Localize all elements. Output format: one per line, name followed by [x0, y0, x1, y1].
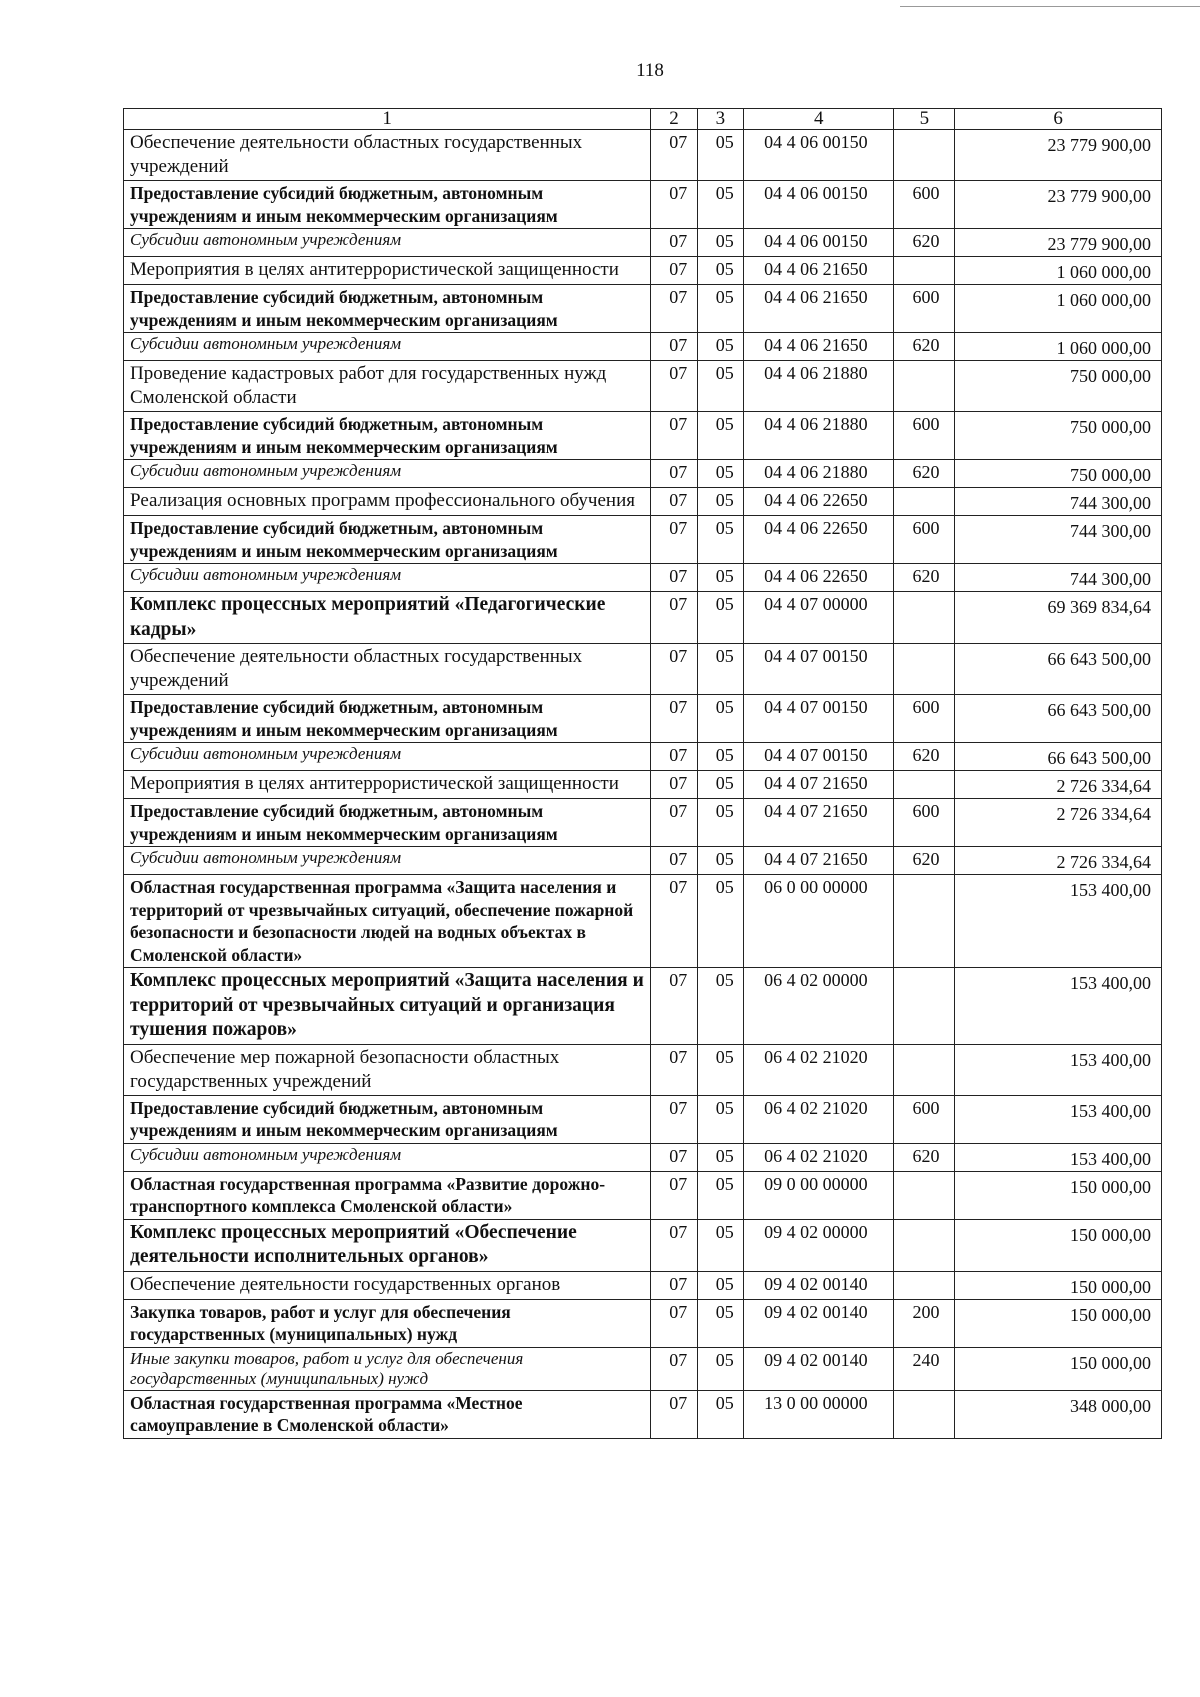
- cell-subsection: 05: [697, 1219, 743, 1271]
- cell-subsection: 05: [697, 592, 743, 644]
- cell-name: Комплекс процессных мероприятий «Защита населения и территорий от чрезвычайных ситуаций и организация тушения пожаров»: [124, 968, 651, 1045]
- cell-section: 07: [651, 847, 697, 875]
- cell-name: Предоставление субсидий бюджетным, автономным учреждениям и иным некоммерческим организациям: [124, 799, 651, 847]
- cell-subsection: 05: [697, 799, 743, 847]
- cell-amount: 744 300,00: [955, 488, 1162, 516]
- table-row: [124, 1044, 1162, 1095]
- cell-expense-type: 200: [894, 1299, 955, 1347]
- cell-expense-type: 620: [894, 564, 955, 592]
- cell-section: 07: [651, 564, 697, 592]
- cell-subsection: 05: [697, 130, 743, 181]
- cell-section: 07: [651, 460, 697, 488]
- table-body: [124, 130, 1162, 1439]
- cell-section: 07: [651, 333, 697, 361]
- cell-target-article: 04 4 06 00150: [744, 130, 894, 181]
- cell-target-article: 04 4 06 21880: [744, 412, 894, 460]
- table-row: [124, 644, 1162, 695]
- cell-name: Проведение кадастровых работ для государственных нужд Смоленской области: [124, 361, 651, 412]
- table-row: [124, 130, 1162, 181]
- cell-subsection: 05: [697, 644, 743, 695]
- cell-subsection: 05: [697, 743, 743, 771]
- table-row: [124, 743, 1162, 771]
- cell-name: Субсидии автономным учреждениям: [124, 847, 651, 875]
- cell-name: Иные закупки товаров, работ и услуг для обеспечения государственных (муниципальных) нужд: [124, 1347, 651, 1390]
- cell-target-article: 04 4 06 21650: [744, 257, 894, 285]
- cell-subsection: 05: [697, 460, 743, 488]
- cell-subsection: 05: [697, 181, 743, 229]
- cell-target-article: 04 4 07 00150: [744, 743, 894, 771]
- cell-amount: 150 000,00: [955, 1219, 1162, 1271]
- cell-amount: 2 726 334,64: [955, 771, 1162, 799]
- cell-amount: 153 400,00: [955, 1095, 1162, 1143]
- cell-name: Субсидии автономным учреждениям: [124, 229, 651, 257]
- cell-target-article: 06 4 02 21020: [744, 1143, 894, 1171]
- cell-name: Закупка товаров, работ и услуг для обеспечения государственных (муниципальных) нужд: [124, 1299, 651, 1347]
- cell-section: 07: [651, 771, 697, 799]
- cell-amount: 1 060 000,00: [955, 285, 1162, 333]
- table-row: [124, 1171, 1162, 1219]
- table-row: [124, 488, 1162, 516]
- cell-target-article: 06 0 00 00000: [744, 875, 894, 968]
- cell-expense-type: [894, 361, 955, 412]
- header-cell-4: 4: [744, 109, 894, 130]
- cell-subsection: 05: [697, 488, 743, 516]
- table-row: [124, 771, 1162, 799]
- cell-amount: 23 779 900,00: [955, 181, 1162, 229]
- cell-target-article: 09 4 02 00140: [744, 1347, 894, 1390]
- cell-name: Мероприятия в целях антитеррористической защищенности: [124, 771, 651, 799]
- cell-subsection: 05: [697, 361, 743, 412]
- cell-section: 07: [651, 1044, 697, 1095]
- cell-subsection: 05: [697, 875, 743, 968]
- cell-section: 07: [651, 1271, 697, 1299]
- cell-section: 07: [651, 257, 697, 285]
- cell-expense-type: [894, 1390, 955, 1438]
- cell-subsection: 05: [697, 847, 743, 875]
- cell-amount: 150 000,00: [955, 1347, 1162, 1390]
- cell-name: Обеспечение деятельности областных государственных учреждений: [124, 644, 651, 695]
- cell-amount: 150 000,00: [955, 1171, 1162, 1219]
- cell-expense-type: [894, 644, 955, 695]
- cell-expense-type: 600: [894, 516, 955, 564]
- cell-subsection: 05: [697, 333, 743, 361]
- cell-target-article: 04 4 06 21650: [744, 333, 894, 361]
- table-row: [124, 695, 1162, 743]
- cell-expense-type: 600: [894, 412, 955, 460]
- cell-name: Комплекс процессных мероприятий «Обеспечение деятельности исполнительных органов»: [124, 1219, 651, 1271]
- cell-section: 07: [651, 181, 697, 229]
- cell-expense-type: [894, 1044, 955, 1095]
- cell-amount: 348 000,00: [955, 1390, 1162, 1438]
- cell-target-article: 09 4 02 00140: [744, 1271, 894, 1299]
- table-row: [124, 1143, 1162, 1171]
- cell-target-article: 04 4 07 21650: [744, 847, 894, 875]
- cell-section: 07: [651, 1219, 697, 1271]
- cell-name: Субсидии автономным учреждениям: [124, 564, 651, 592]
- cell-section: 07: [651, 412, 697, 460]
- cell-target-article: 04 4 07 00150: [744, 644, 894, 695]
- cell-amount: 153 400,00: [955, 1044, 1162, 1095]
- cell-expense-type: 600: [894, 285, 955, 333]
- cell-section: 07: [651, 229, 697, 257]
- cell-expense-type: 620: [894, 229, 955, 257]
- cell-subsection: 05: [697, 1171, 743, 1219]
- budget-table: [123, 108, 1162, 1439]
- cell-section: 07: [651, 592, 697, 644]
- table-row: [124, 968, 1162, 1045]
- top-rule: [900, 6, 1200, 7]
- cell-subsection: 05: [697, 1044, 743, 1095]
- cell-expense-type: 620: [894, 460, 955, 488]
- table-row: [124, 799, 1162, 847]
- cell-target-article: 04 4 06 00150: [744, 181, 894, 229]
- cell-target-article: 04 4 07 00150: [744, 695, 894, 743]
- cell-section: 07: [651, 743, 697, 771]
- cell-name: Областная государственная программа «Защита населения и территорий от чрезвычайных ситуаций, обеспечение пожарной безопасности и безопасности людей на водных объектах в Смоленской области»: [124, 875, 651, 968]
- cell-name: Предоставление субсидий бюджетным, автономным учреждениям и иным некоммерческим организациям: [124, 516, 651, 564]
- cell-amount: 66 643 500,00: [955, 644, 1162, 695]
- cell-expense-type: [894, 771, 955, 799]
- cell-name: Субсидии автономным учреждениям: [124, 333, 651, 361]
- cell-section: 07: [651, 799, 697, 847]
- cell-name: Предоставление субсидий бюджетным, автономным учреждениям и иным некоммерческим организациям: [124, 695, 651, 743]
- cell-subsection: 05: [697, 564, 743, 592]
- cell-expense-type: [894, 257, 955, 285]
- header-cell-6: 6: [955, 109, 1162, 130]
- cell-target-article: 04 4 06 00150: [744, 229, 894, 257]
- cell-target-article: 06 4 02 21020: [744, 1044, 894, 1095]
- cell-section: 07: [651, 875, 697, 968]
- cell-section: 07: [651, 1143, 697, 1171]
- cell-expense-type: 600: [894, 799, 955, 847]
- cell-name: Предоставление субсидий бюджетным, автономным учреждениям и иным некоммерческим организациям: [124, 412, 651, 460]
- cell-name: Субсидии автономным учреждениям: [124, 1143, 651, 1171]
- cell-amount: 744 300,00: [955, 564, 1162, 592]
- cell-target-article: 04 4 07 21650: [744, 771, 894, 799]
- table-row: [124, 181, 1162, 229]
- cell-subsection: 05: [697, 1143, 743, 1171]
- header-row: [124, 109, 1162, 130]
- cell-subsection: 05: [697, 412, 743, 460]
- cell-target-article: 09 0 00 00000: [744, 1171, 894, 1219]
- cell-expense-type: [894, 1219, 955, 1271]
- cell-name: Предоставление субсидий бюджетным, автономным учреждениям и иным некоммерческим организациям: [124, 285, 651, 333]
- cell-subsection: 05: [697, 1390, 743, 1438]
- cell-amount: 153 400,00: [955, 1143, 1162, 1171]
- cell-amount: 2 726 334,64: [955, 847, 1162, 875]
- cell-name: Реализация основных программ профессионального обучения: [124, 488, 651, 516]
- cell-target-article: 06 4 02 21020: [744, 1095, 894, 1143]
- cell-section: 07: [651, 361, 697, 412]
- table-row: [124, 847, 1162, 875]
- table-row: [124, 1390, 1162, 1438]
- cell-amount: 153 400,00: [955, 968, 1162, 1045]
- cell-target-article: 04 4 06 21880: [744, 460, 894, 488]
- cell-amount: 750 000,00: [955, 412, 1162, 460]
- cell-section: 07: [651, 1171, 697, 1219]
- cell-amount: 750 000,00: [955, 460, 1162, 488]
- cell-name: Мероприятия в целях антитеррористической защищенности: [124, 257, 651, 285]
- cell-target-article: 04 4 06 21880: [744, 361, 894, 412]
- cell-expense-type: [894, 130, 955, 181]
- cell-section: 07: [651, 1095, 697, 1143]
- cell-subsection: 05: [697, 285, 743, 333]
- cell-name: Областная государственная программа «Местное самоуправление в Смоленской области»: [124, 1390, 651, 1438]
- cell-amount: 153 400,00: [955, 875, 1162, 968]
- cell-target-article: 04 4 06 21650: [744, 285, 894, 333]
- cell-name: Комплекс процессных мероприятий «Педагогические кадры»: [124, 592, 651, 644]
- cell-amount: 66 643 500,00: [955, 695, 1162, 743]
- table-row: [124, 1271, 1162, 1299]
- cell-amount: 150 000,00: [955, 1299, 1162, 1347]
- table-row: [124, 516, 1162, 564]
- cell-subsection: 05: [697, 257, 743, 285]
- table-row: [124, 229, 1162, 257]
- cell-target-article: 09 4 02 00000: [744, 1219, 894, 1271]
- cell-amount: 1 060 000,00: [955, 333, 1162, 361]
- cell-target-article: 04 4 06 22650: [744, 488, 894, 516]
- cell-expense-type: 620: [894, 847, 955, 875]
- cell-section: 07: [651, 968, 697, 1045]
- table-row: [124, 1299, 1162, 1347]
- cell-expense-type: 600: [894, 181, 955, 229]
- cell-name: Предоставление субсидий бюджетным, автономным учреждениям и иным некоммерческим организациям: [124, 1095, 651, 1143]
- cell-subsection: 05: [697, 1095, 743, 1143]
- cell-amount: 150 000,00: [955, 1271, 1162, 1299]
- cell-expense-type: [894, 968, 955, 1045]
- cell-section: 07: [651, 1390, 697, 1438]
- cell-expense-type: 620: [894, 743, 955, 771]
- table-row: [124, 1347, 1162, 1390]
- table-row: [124, 564, 1162, 592]
- table-row: [124, 1095, 1162, 1143]
- table-row: [124, 460, 1162, 488]
- cell-target-article: 04 4 06 22650: [744, 516, 894, 564]
- cell-subsection: 05: [697, 516, 743, 564]
- cell-subsection: 05: [697, 1299, 743, 1347]
- cell-target-article: 06 4 02 00000: [744, 968, 894, 1045]
- cell-expense-type: 600: [894, 695, 955, 743]
- cell-amount: 1 060 000,00: [955, 257, 1162, 285]
- cell-subsection: 05: [697, 229, 743, 257]
- cell-section: 07: [651, 1299, 697, 1347]
- cell-name: Предоставление субсидий бюджетным, автономным учреждениям и иным некоммерческим организациям: [124, 181, 651, 229]
- cell-name: Обеспечение деятельности областных государственных учреждений: [124, 130, 651, 181]
- cell-section: 07: [651, 695, 697, 743]
- cell-expense-type: 620: [894, 333, 955, 361]
- table-row: [124, 257, 1162, 285]
- cell-subsection: 05: [697, 1271, 743, 1299]
- cell-target-article: 13 0 00 00000: [744, 1390, 894, 1438]
- cell-section: 07: [651, 1347, 697, 1390]
- header-cell-5: 5: [894, 109, 955, 130]
- header-cell-2: 2: [651, 109, 697, 130]
- header-cell-1: 1: [124, 109, 651, 130]
- cell-name: Обеспечение деятельности государственных органов: [124, 1271, 651, 1299]
- cell-section: 07: [651, 130, 697, 181]
- cell-target-article: 04 4 07 21650: [744, 799, 894, 847]
- cell-amount: 23 779 900,00: [955, 130, 1162, 181]
- table-row: [124, 285, 1162, 333]
- cell-name: Субсидии автономным учреждениям: [124, 460, 651, 488]
- table-row: [124, 361, 1162, 412]
- header-cell-3: 3: [697, 109, 743, 130]
- cell-target-article: 04 4 07 00000: [744, 592, 894, 644]
- table-row: [124, 1219, 1162, 1271]
- cell-expense-type: 600: [894, 1095, 955, 1143]
- cell-name: Областная государственная программа «Развитие дорожно-транспортного комплекса Смоленской области»: [124, 1171, 651, 1219]
- cell-subsection: 05: [697, 968, 743, 1045]
- cell-expense-type: [894, 1271, 955, 1299]
- cell-expense-type: [894, 1171, 955, 1219]
- cell-subsection: 05: [697, 695, 743, 743]
- cell-name: Обеспечение мер пожарной безопасности областных государственных учреждений: [124, 1044, 651, 1095]
- cell-section: 07: [651, 516, 697, 564]
- cell-target-article: 09 4 02 00140: [744, 1299, 894, 1347]
- page-number: 118: [636, 60, 664, 81]
- cell-expense-type: [894, 592, 955, 644]
- cell-target-article: 04 4 06 22650: [744, 564, 894, 592]
- cell-amount: 744 300,00: [955, 516, 1162, 564]
- cell-name: Субсидии автономным учреждениям: [124, 743, 651, 771]
- cell-amount: 69 369 834,64: [955, 592, 1162, 644]
- cell-section: 07: [651, 488, 697, 516]
- table-row: [124, 875, 1162, 968]
- table-row: [124, 412, 1162, 460]
- cell-expense-type: 620: [894, 1143, 955, 1171]
- cell-subsection: 05: [697, 1347, 743, 1390]
- cell-section: 07: [651, 644, 697, 695]
- cell-expense-type: [894, 875, 955, 968]
- cell-section: 07: [651, 285, 697, 333]
- cell-expense-type: [894, 488, 955, 516]
- cell-amount: 66 643 500,00: [955, 743, 1162, 771]
- cell-amount: 2 726 334,64: [955, 799, 1162, 847]
- cell-amount: 23 779 900,00: [955, 229, 1162, 257]
- cell-amount: 750 000,00: [955, 361, 1162, 412]
- cell-expense-type: 240: [894, 1347, 955, 1390]
- table-row: [124, 592, 1162, 644]
- table-row: [124, 333, 1162, 361]
- cell-subsection: 05: [697, 771, 743, 799]
